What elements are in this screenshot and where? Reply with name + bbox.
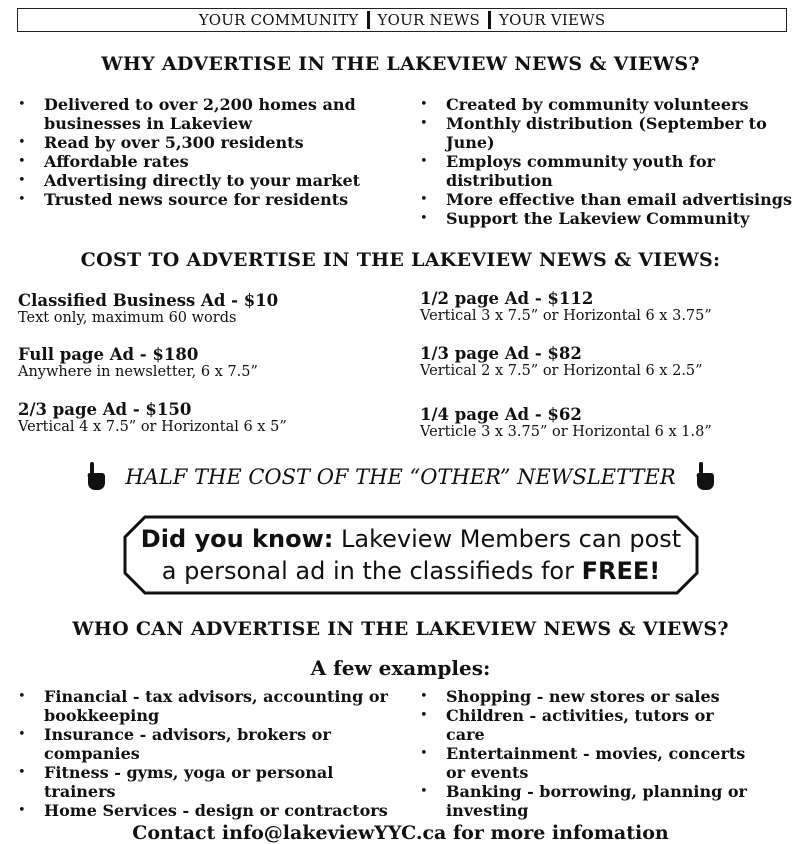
why-heading: WHY ADVERTISE IN THE LAKEVIEW NEWS & VIEWS? [101,53,700,75]
price-desc: Vertical 2 x 7.5” or Horizontal 6 x 2.5” [420,363,703,379]
banner-community: YOUR COMMUNITY [198,11,359,29]
list-item: • Employs community youth for distribution [420,152,795,190]
price-third [420,344,795,380]
who-list-right [420,687,750,820]
list-item: • Home Services - design or contractors [18,801,398,820]
cost-heading: COST TO ADVERTISE IN THE LAKEVIEW NEWS & VIEWS: [80,249,721,271]
free-label: FREE! [581,557,661,585]
banner-divider [367,11,370,29]
banner-views: YOUR VIEWS [498,11,606,29]
contact-line: Contact info@lakeviewYYC.ca for more infomation [132,822,669,844]
list-item: • Read by over 5,300 residents [18,133,398,152]
list-item: • Insurance - advisors, brokers or companies [18,725,398,763]
banner-divider [488,11,491,29]
did-you-know-line2: a personal ad in the classifieds for [161,557,582,585]
price-half [420,289,795,325]
why-list-right [420,95,795,228]
list-item: • More effective than email advertisings [420,190,795,209]
banner-news: YOUR NEWS [377,11,480,29]
who-list-left [18,687,398,820]
who-heading: WHO CAN ADVERTISE IN THE LAKEVIEW NEWS & VIEWS? [72,618,729,640]
list-item: • Entertainment - movies, concerts or events [420,744,750,782]
list-item: • Fitness - gyms, yoga or personal trainers [18,763,398,801]
list-item: • Shopping - new stores or sales [420,687,750,706]
list-item: • Support the Lakeview Community [420,209,795,228]
price-desc: Verticle 3 x 3.75” or Horizontal 6 x 1.8” [420,424,712,440]
price-title: 1/2 page Ad - $112 [420,289,594,308]
did-you-know-lead: Did you know: [140,525,334,553]
price-desc: Vertical 3 x 7.5” or Horizontal 6 x 3.75” [420,308,712,324]
price-title: Full page Ad - $180 [18,345,199,364]
list-item: • Affordable rates [18,152,398,171]
list-item: • Advertising directly to your market [18,171,398,190]
price-full-page [18,345,398,381]
half-cost-text: HALF THE COST OF THE “OTHER” NEWSLETTER [125,465,676,489]
price-title: Classified Business Ad - $10 [18,291,279,310]
pointing-hand-icon [696,461,714,496]
list-item: • Delivered to over 2,200 homes and businesses in Lakeview [18,95,398,133]
pointing-hand-icon [87,461,105,496]
price-title: 2/3 page Ad - $150 [18,400,192,419]
list-item: • Banking - borrowing, planning or investing [420,782,750,820]
list-item: • Trusted news source for residents [18,190,398,209]
price-title: 1/4 page Ad - $62 [420,405,582,424]
price-desc: Text only, maximum 60 words [18,310,237,326]
did-you-know-line1: Lakeview Members can post [333,525,682,553]
examples-subheading: A few examples: [310,656,491,680]
did-you-know-box [123,515,699,595]
why-list-left [18,95,398,209]
price-quarter [420,405,795,441]
price-two-thirds [18,400,398,436]
price-classified [18,291,398,327]
header-banner [17,8,787,32]
price-title: 1/3 page Ad - $82 [420,344,582,363]
half-cost-line [0,461,801,496]
list-item: • Monthly distribution (September to June) [420,114,795,152]
list-item: • Financial - tax advisors, accounting or bookkeeping [18,687,398,725]
list-item: • Created by community volunteers [420,95,795,114]
list-item: • Children - activities, tutors or care [420,706,750,744]
price-desc: Vertical 4 x 7.5” or Horizontal 6 x 5” [18,419,287,435]
price-desc: Anywhere in newsletter, 6 x 7.5” [18,364,258,380]
